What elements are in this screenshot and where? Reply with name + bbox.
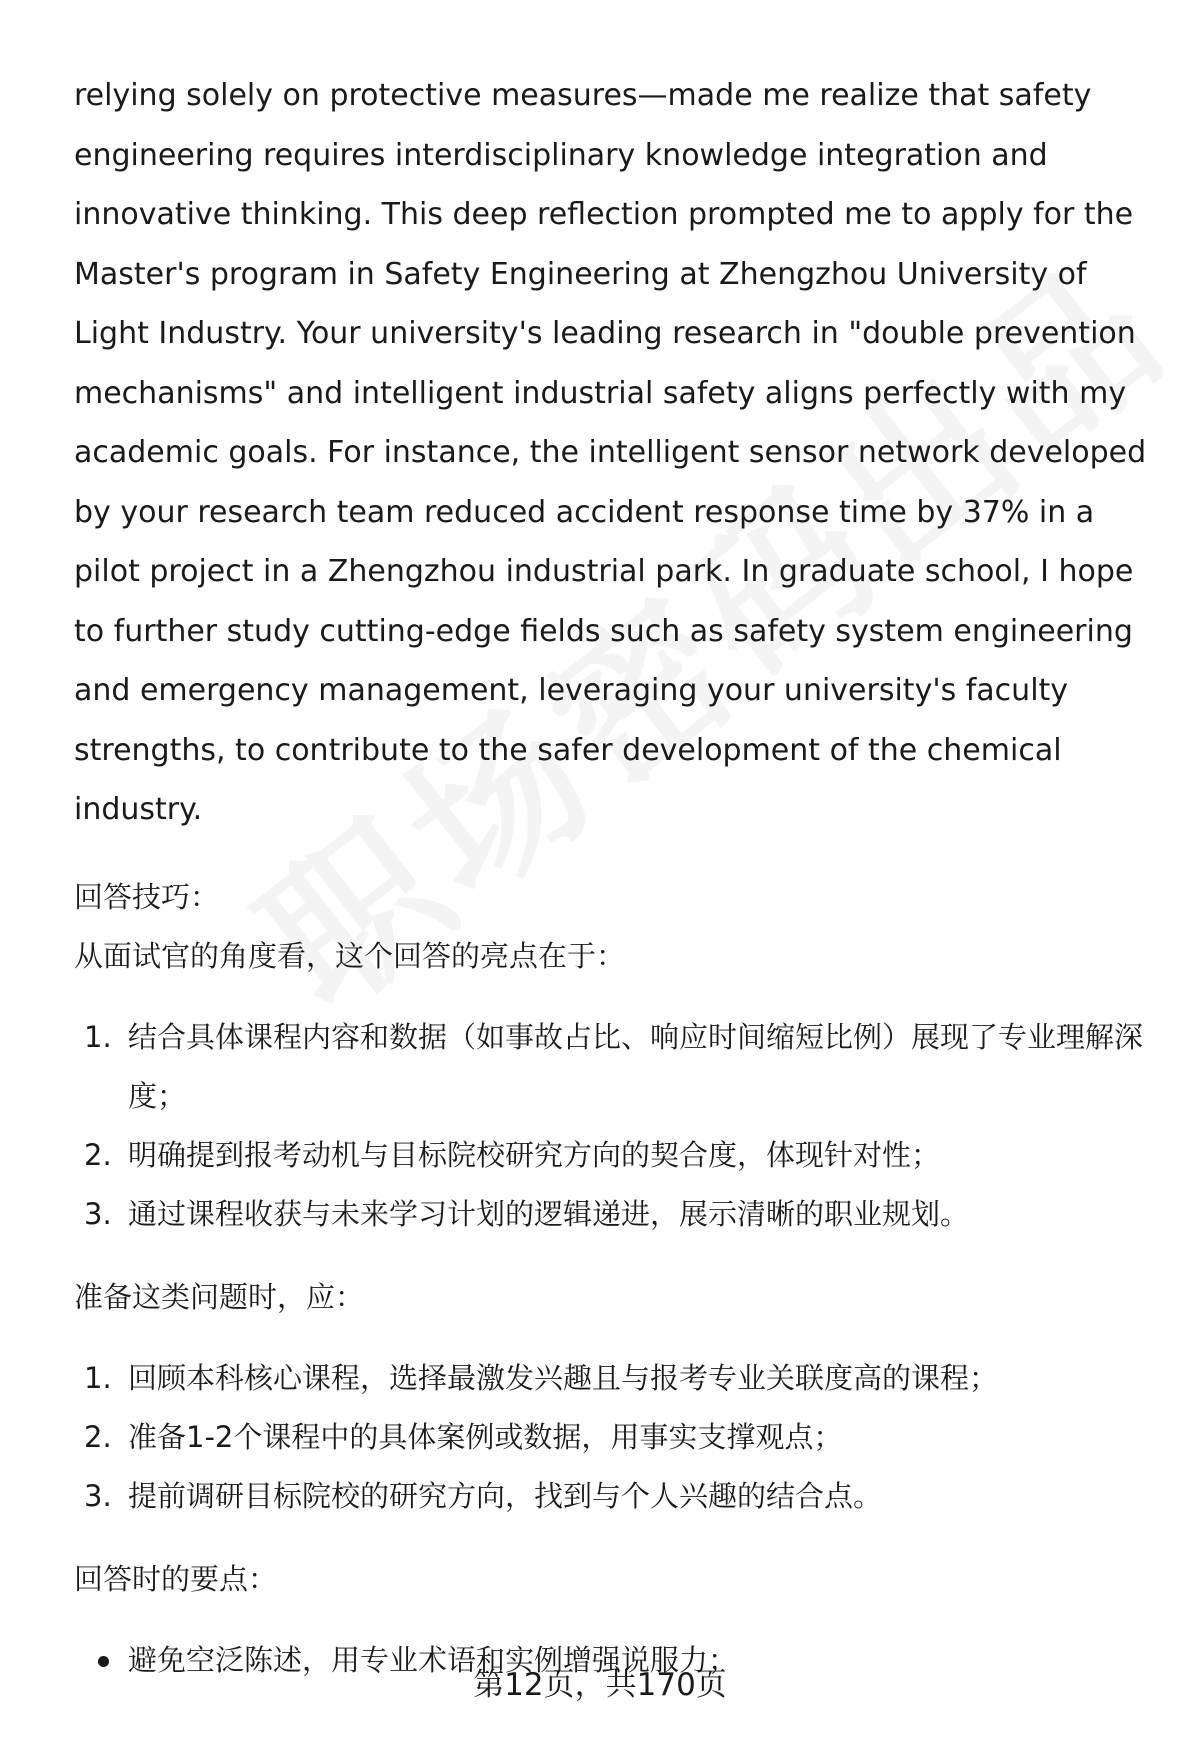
list-item-text: 准备1-2个课程中的具体案例或数据，用事实支撑观点；: [128, 1419, 843, 1454]
list-item-text: 明确提到报考动机与目标院校研究方向的契合度，体现针对性；: [128, 1137, 941, 1172]
list-item-text: 结合具体课程内容和数据（如事故占比、响应时间缩短比例）展现了专业理解深度；: [128, 1019, 1144, 1113]
list-number: 1.: [84, 1360, 112, 1395]
key-points-heading: 回答时的要点：: [74, 1561, 278, 1596]
highlights-list: [74, 1008, 1164, 1244]
list-item-text: 通过课程收获与未来学习计划的逻辑递进，展示清晰的职业规划。: [128, 1196, 970, 1231]
document-body: [74, 66, 1164, 1690]
list-item: [74, 1185, 1164, 1244]
page-number: 第12页，共170页: [473, 1667, 727, 1703]
list-item: [74, 1408, 1164, 1467]
list-item: [74, 1349, 1164, 1408]
list-number: 3.: [84, 1196, 112, 1231]
list-number: 2.: [84, 1137, 112, 1172]
list-item-text: 避免空泛陈述，用专业术语和实例增强说服力；: [128, 1642, 738, 1677]
list-item-text: 提前调研目标院校的研究方向，找到与个人兴趣的结合点。: [128, 1478, 883, 1513]
answer-paragraph: relying solely on protective measures—made me realize that safety engineering requires interdisciplinary knowledge integration and innovative thinking. This deep reflection prompted me to apply for the Master's program in Safety Engineering at Zhengzhou University of Light Industry. Your university's leading research in "double prevention mechanisms" and intelligent industrial safety aligns perfectly with my academic goals. For instance, the intelligent sensor network developed by your research team reduced accident response time by 37% in a pilot project in a Zhengzhou industrial park. In graduate school, I hope to further study cutting-edge fields such as safety system engineering and emergency management, leveraging your university's faculty strengths, to contribute to the safer development of the chemical industry.: [74, 78, 1147, 827]
prepare-heading: 准备这类问题时，应：: [74, 1279, 365, 1314]
list-number: 2.: [84, 1419, 112, 1454]
prepare-list: [74, 1349, 1164, 1526]
list-item-text: 回顾本科核心课程，选择最激发兴趣且与报考专业关联度高的课程；: [128, 1360, 999, 1395]
list-item: [74, 1126, 1164, 1185]
tips-heading: 回答技巧：: [74, 879, 220, 914]
list-item: [74, 1008, 1164, 1126]
list-number: 3.: [84, 1478, 112, 1513]
list-item: [74, 1467, 1164, 1526]
tips-intro: 从面试官的角度看，这个回答的亮点在于：: [74, 938, 626, 973]
list-number: 1.: [84, 1019, 112, 1054]
